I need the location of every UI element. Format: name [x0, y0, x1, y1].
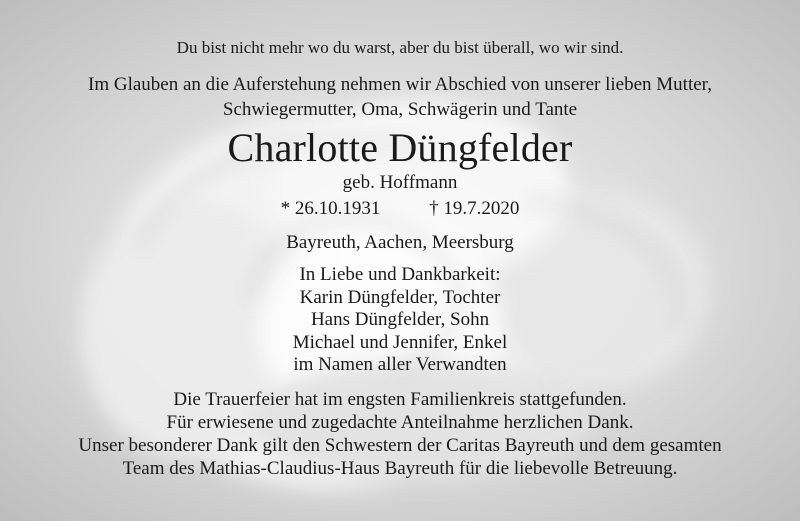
mourner-entry: Karin Düngfelder, Tochter — [299, 286, 501, 308]
birth-date: * 26.10.1931 — [280, 198, 381, 219]
intro-line: Schwiegermutter, Oma, Schwägerin und Tante — [222, 99, 578, 120]
intro-text — [0, 72, 800, 122]
closing-text — [0, 388, 800, 480]
mourner-entry: Michael und Jennifer, Enkel — [292, 331, 508, 353]
closing-line: Für erwiesene und zugedachte Anteilnahme herzlichen Dank. — [166, 412, 634, 433]
birth-name: geb. Hoffmann — [342, 172, 458, 193]
closing-line: Die Trauerfeier hat im engsten Familienkreis stattgefunden. — [173, 389, 627, 410]
death-date: † 19.7.2020 — [429, 198, 520, 219]
deceased-name: Charlotte Düngfelder — [227, 125, 573, 170]
mourner-entry: im Namen aller Verwandten — [293, 354, 507, 375]
places-line: Bayreuth, Aachen, Meersburg — [286, 232, 514, 253]
closing-line: Team des Mathias-Claudius-Haus Bayreuth für die liebevolle Betreuung. — [122, 458, 678, 479]
mourners-heading: In Liebe und Dankbarkeit: — [299, 264, 501, 285]
motto-quote: Du bist nicht mehr wo du warst, aber du bist überall, wo wir sind. — [176, 38, 624, 57]
mourners-list — [0, 264, 800, 377]
mourner-entry: Hans Düngfelder, Sohn — [310, 309, 490, 330]
intro-line: Im Glauben an die Auferstehung nehmen wir Abschied von unserer lieben Mutter, — [88, 74, 712, 95]
life-dates — [0, 198, 800, 220]
closing-line: Unser besonderer Dank gilt den Schwestern der Caritas Bayreuth und dem gesamten — [78, 435, 722, 456]
